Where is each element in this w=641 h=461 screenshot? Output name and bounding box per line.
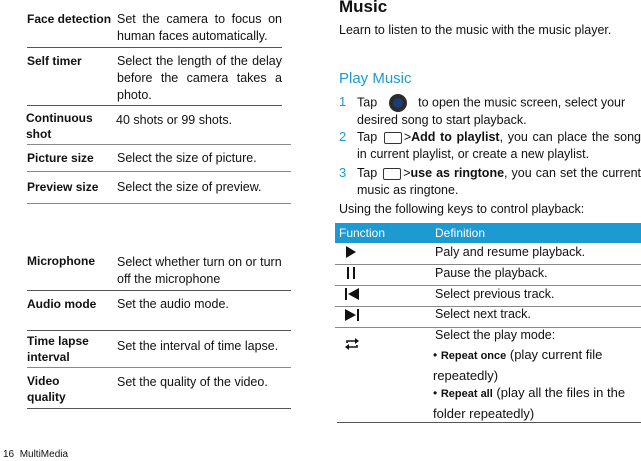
menu-key-icon[interactable]	[384, 132, 402, 144]
row-desc: Set the quality of the video.	[117, 375, 268, 389]
keys-intro: Using the following keys to control playback:	[339, 202, 585, 216]
step-text: >	[403, 166, 411, 180]
step-text: >	[403, 130, 412, 144]
divider	[27, 203, 291, 204]
step-3	[357, 165, 641, 199]
table-header	[335, 223, 641, 243]
step-text: Tap	[357, 130, 378, 144]
row-desc: Select the length of the delay before the camera takes a photo.	[117, 54, 282, 102]
section-title: Music	[339, 0, 388, 16]
repeat-icon	[344, 337, 360, 356]
row-desc: Select the size of picture.	[117, 151, 257, 165]
table-row-def: Paly and resume playback.	[435, 245, 586, 259]
divider	[27, 144, 291, 145]
table-row-def: Pause the playback.	[435, 266, 548, 280]
step-number: 1	[339, 94, 347, 109]
step-emphasis: use as ringtone	[410, 166, 505, 180]
bullet-item: • Repeat all (play all the files in the folder repeatedly)	[433, 385, 626, 421]
divider	[337, 422, 641, 423]
step-number: 3	[339, 165, 347, 180]
header-definition: Definition	[435, 226, 486, 240]
table-row-def: Select next track.	[435, 307, 531, 321]
divider	[27, 171, 291, 172]
intro-text: Learn to listen to the music with the music player.	[339, 23, 612, 37]
header-function: Function	[339, 226, 386, 240]
bullet-text: (play all the files in the folder repeatedly)	[433, 385, 626, 421]
page-footer	[3, 449, 68, 460]
row-label: Face detection	[27, 12, 112, 26]
step-text: to open the music screen, select your desired song to start playback.	[357, 95, 626, 127]
row-desc: Set the camera to focus on human faces automatically.	[117, 12, 282, 43]
row-label: Audio mode	[27, 297, 97, 311]
row-label: Self timer	[27, 54, 82, 68]
divider	[27, 47, 282, 48]
step-number: 2	[339, 129, 347, 144]
bullet-bold: Repeat all	[440, 388, 493, 400]
row-desc: Select whether turn on or turn off the microphone	[117, 255, 282, 286]
row-desc: Set the audio mode.	[117, 297, 229, 311]
section-name: MultiMedia	[19, 449, 69, 460]
music-app-icon[interactable]	[389, 94, 407, 112]
next-track-icon	[344, 308, 360, 327]
bullet-bold: Repeat once	[440, 350, 507, 362]
bullet-item: • Repeat once (play current file repeatedly)	[433, 347, 603, 383]
play-icon	[345, 245, 357, 264]
page-number: 16	[3, 449, 15, 460]
divider	[27, 105, 282, 106]
step-emphasis: Add to playlist	[411, 130, 500, 144]
row-desc: 40 shots or 99 shots.	[116, 113, 233, 127]
subsection-title: Play Music	[339, 70, 412, 87]
row-desc: Select the size of preview.	[117, 180, 262, 194]
step-text: Tap	[357, 166, 378, 180]
step-text: , you can set the current music as ringtone.	[357, 166, 641, 197]
row-desc: Set the interval of time lapse.	[117, 339, 279, 353]
step-text: Tap	[357, 95, 378, 110]
row-label: Video quality	[27, 374, 66, 404]
divider	[27, 408, 291, 409]
row-label: Time lapse interval	[27, 334, 89, 364]
step-2	[357, 129, 641, 163]
row-label: Preview size	[27, 180, 99, 194]
menu-key-icon[interactable]	[383, 168, 401, 180]
table-row-def: Select the play mode:	[435, 328, 556, 342]
row-label: Continuous shot	[26, 111, 93, 141]
row-label: Microphone	[27, 254, 95, 268]
divider	[27, 367, 291, 368]
row-label: Picture size	[27, 151, 94, 165]
previous-track-icon	[344, 287, 360, 306]
step-text: , you can place the song in current playlist, or create a new playlist.	[357, 130, 641, 161]
pause-icon	[344, 266, 358, 285]
bullet-text: (play current file repeatedly)	[433, 347, 603, 383]
divider	[27, 330, 291, 331]
table-row-def: Select previous track.	[435, 287, 555, 301]
divider	[27, 290, 291, 291]
step-1	[357, 94, 641, 129]
